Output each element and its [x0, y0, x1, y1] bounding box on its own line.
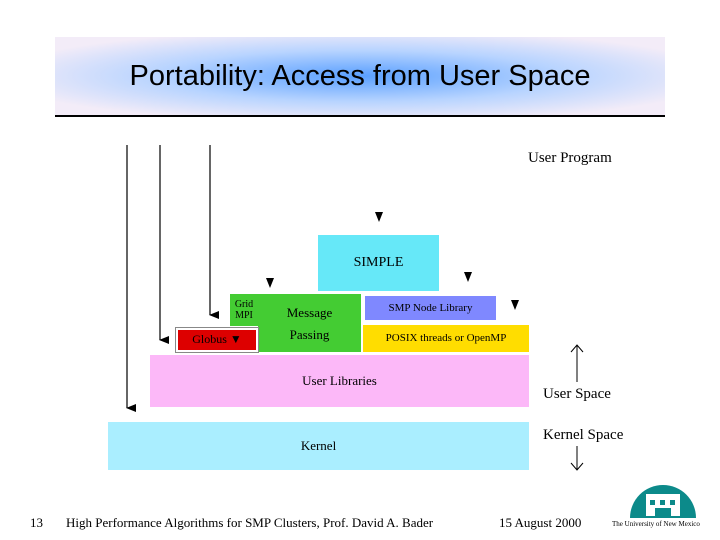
- grid-mpi-label: Grid MPI: [234, 299, 254, 321]
- arrow-to-message-passing: [266, 278, 274, 288]
- slide-title: Portability: Access from User Space: [129, 59, 591, 92]
- slide-date: 15 August 2000: [499, 515, 582, 530]
- kernel-label: Kernel: [300, 437, 337, 453]
- globus-label: Globus ▼: [192, 332, 242, 347]
- logo-caption: The University of New Mexico: [612, 520, 700, 528]
- arrow-to-smp-node: [464, 272, 472, 282]
- slide-number: 13: [30, 515, 43, 530]
- kernel-space-label: Kernel Space: [543, 427, 624, 443]
- user-program-label: User Program: [528, 150, 612, 166]
- simple-label: SIMPLE: [353, 255, 404, 271]
- footer-text: High Performance Algorithms for SMP Clusters, Prof. David A. Bader: [66, 515, 434, 530]
- arrow-to-simple: [375, 212, 383, 222]
- smp-node-library-label: SMP Node Library: [388, 301, 473, 314]
- message-label: Message: [286, 305, 333, 320]
- passing-label: Passing: [289, 327, 330, 343]
- arrow-to-posix: [511, 300, 519, 310]
- user-libraries-label: User Libraries: [302, 372, 377, 388]
- posix-threads-label: POSIX threads or OpenMP: [385, 332, 507, 345]
- user-space-label: User Space: [543, 386, 611, 402]
